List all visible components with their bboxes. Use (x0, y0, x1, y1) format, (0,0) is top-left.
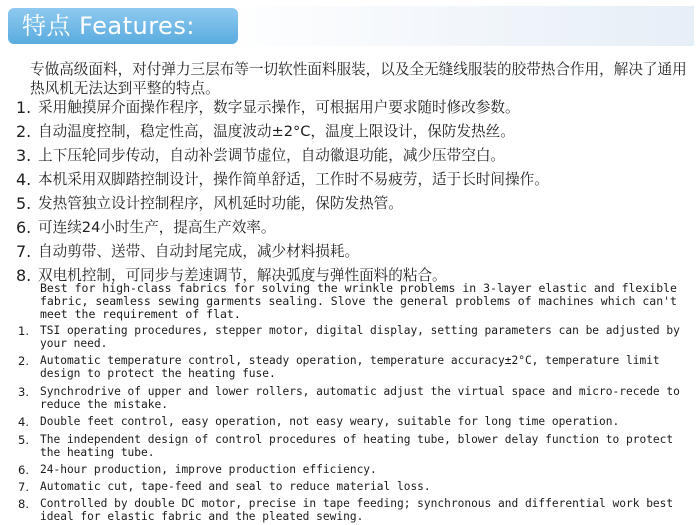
item-text: 双电机控制，可同步与差速调节，解决弧度与弹性面料的粘合。 (38, 267, 447, 284)
item-text: 采用触摸屏介面操作程序，数字显示操作，可根据用户要求随时修改参数。 (38, 99, 520, 116)
item-number: 8. (16, 266, 32, 285)
item-number: 3. (16, 146, 32, 165)
item-text: Automatic cut, tape-feed and seal to reduce material loss. (40, 480, 431, 493)
item-number: 5. (16, 194, 32, 213)
item-number: 4. (16, 170, 32, 189)
item-number: 6. (18, 463, 29, 477)
item-text: 自动温度控制，稳定性高，温度波动±2°C，温度上限设计，保防发热丝。 (38, 123, 515, 140)
item-text: Automatic temperature control, steady operation, temperature accuracy±2°C, temperature limit design to protect the heating fuse. (40, 354, 660, 380)
item-text: Controlled by double DC motor, precise in tape feeding; synchronous and differential work best ideal for elastic fabric and the pleated sewing. (40, 497, 674, 523)
item-text: Synchrodrive of upper and lower rollers, automatic adjust the virtual space and micro-recede to reduce the mistake. (40, 385, 680, 411)
item-number: 2. (16, 122, 32, 141)
item-number: 7. (18, 480, 29, 494)
item-number: 3. (18, 385, 29, 399)
item-number: 2. (18, 354, 29, 368)
item-text: 24-hour production, improve production efficiency. (40, 463, 377, 476)
item-text: 自动剪带、送带、自动封尾完成，减少材料损耗。 (38, 243, 360, 260)
item-number: 8. (18, 497, 29, 511)
item-text: 可连续24小时生产，提高生产效率。 (38, 219, 276, 236)
english-intro: Best for high-class fabrics for solving the wrinkle problems in 3-layer elastic and flexible fabric, seamless sewing garments sealing. Slove the general problems of machines which can't meet the requirement of flat. (40, 281, 677, 321)
item-number: 7. (16, 242, 32, 261)
item-text: The independent design of control procedures of heating tube, blower delay function to protect the heating tube. (40, 433, 674, 459)
item-number: 6. (16, 218, 32, 237)
chinese-intro: 专做高级面料，对付弹力三层布等一切软性面料服装，以及全无缝线服装的胶带热合作用，解决了通用热风机无法达到平整的特点。 (30, 61, 687, 97)
item-number: 1. (16, 98, 32, 117)
page-title: 特点 Features: (8, 8, 238, 44)
item-text: Double feet control, easy operation, not easy weary, suitable for long time operation. (40, 415, 620, 428)
item-text: 上下压轮同步传动，自动补尝调节虚位，自动徽退功能，减少压带空白。 (38, 147, 506, 164)
item-text: 发热管独立设计控制程序，风机延时功能，保防发热管。 (38, 195, 403, 212)
item-number: 5. (18, 433, 29, 447)
item-number: 4. (18, 415, 29, 429)
item-text: 本机采用双脚踏控制设计，操作简单舒适，工作时不易疲劳，适于长时间操作。 (38, 171, 549, 188)
item-text: TSI operating procedures, stepper motor, digital display, setting parameters can be adjusted by your need. (40, 324, 680, 350)
item-number: 1. (18, 324, 29, 338)
